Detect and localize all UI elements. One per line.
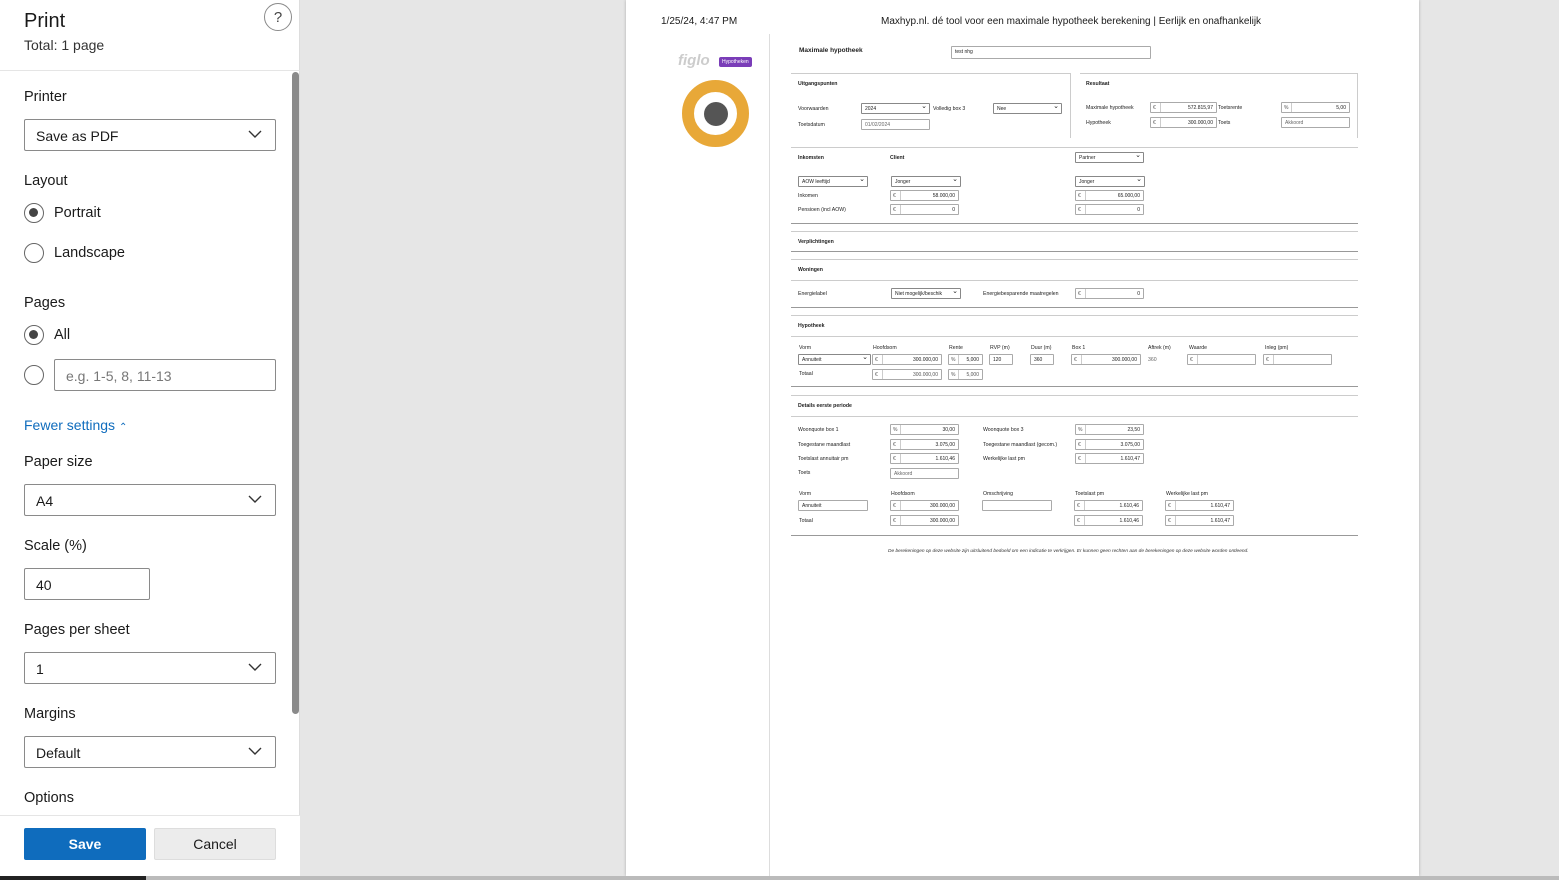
h-rente-field: % 5,000 <box>948 354 983 365</box>
options-label: Options <box>24 790 74 806</box>
d-werk-header: Werkelijke last pm <box>1166 491 1208 497</box>
h-rvp-header: RVP (m) <box>990 345 1010 351</box>
d-totaal-hoofdsom: € 300.000,00 <box>890 515 959 526</box>
d-vorm-field: Annuiteit <box>798 500 868 511</box>
pages-all-label: All <box>54 327 71 343</box>
verplichtingen-title: Verplichtingen <box>798 239 834 245</box>
pages-custom-radio[interactable] <box>24 365 44 385</box>
tmg-label: Toegestane maandlast (gecom.) <box>983 442 1058 448</box>
preview-date: 1/25/24, 4:47 PM <box>661 16 738 27</box>
fewer-settings-label: Fewer settings <box>24 417 116 433</box>
ta-value: 1.610,46 <box>935 456 955 462</box>
layout-label: Layout <box>24 173 68 189</box>
d-werk-field: € 1.610,47 <box>1165 500 1234 511</box>
woningen-box <box>791 259 1358 308</box>
landscape-label: Landscape <box>54 245 125 261</box>
margins-select[interactable] <box>24 736 276 768</box>
chevron-down-icon <box>248 662 262 672</box>
d-hoofdsom-value: 300.000,00 <box>929 503 955 509</box>
h-aftrek-header: Aftrek (m) <box>1148 345 1171 351</box>
cancel-button[interactable]: Cancel <box>154 828 276 860</box>
save-button[interactable]: Save <box>24 828 146 860</box>
d-vorm-header: Vorm <box>799 491 812 497</box>
print-title: Print <box>24 10 66 32</box>
pages-custom-input[interactable]: e.g. 1-5, 8, 11-13 <box>54 359 276 391</box>
pensioen-label: Pensioen (incl AOW) <box>798 207 846 213</box>
toetsrente-label: Toetsrente <box>1218 105 1243 111</box>
h-box1-field: € 300.000,00 <box>1071 354 1141 365</box>
ring-logo-icon <box>682 80 749 147</box>
h-totaal-hoofdsom-value: 300.000,00 <box>912 372 938 378</box>
inkomen-label: Inkomen <box>798 193 818 199</box>
woningen-divider <box>791 280 1358 281</box>
tmg-field: € 3.075,00 <box>1075 439 1144 450</box>
toets-label: Toets <box>1218 120 1231 126</box>
wq3-value: 23,50 <box>1127 427 1140 433</box>
sidebar-header <box>0 0 300 71</box>
d-omschr-header: Omschrijving <box>983 491 1013 497</box>
h-hoofdsom-header: Hoofdsom <box>873 345 897 351</box>
d-totaal-werk-value: 1.610,47 <box>1210 518 1230 524</box>
h-totaal-hoofdsom: € 300.000,00 <box>872 369 942 380</box>
wq1-field: % 30,00 <box>890 424 959 435</box>
uitgangspunten-title: Uitgangspunten <box>798 81 838 87</box>
h-inleg-field: € <box>1263 354 1332 365</box>
h-totaal-label: Totaal <box>799 371 813 377</box>
partner-select: Partner ⌄ <box>1075 152 1144 163</box>
details-title: Details eerste periode <box>798 403 852 409</box>
max-hyp-label: Maximale hypotheek <box>799 47 863 54</box>
pages-per-sheet-select[interactable] <box>24 652 276 684</box>
tmg-value: 3.075,00 <box>1120 442 1140 448</box>
toetsrente-value: 5,00 <box>1336 105 1346 111</box>
h-totaal-rente: % 5,000 <box>948 369 983 380</box>
chevron-down-icon <box>248 746 262 756</box>
volledig-select: Nee ⌄ <box>993 103 1062 114</box>
verplichtingen-box <box>791 231 1358 252</box>
wq3-label: Woonquote box 3 <box>983 427 1024 433</box>
ta-field: € 1.610,46 <box>890 453 959 464</box>
details-divider <box>791 416 1358 417</box>
landscape-radio[interactable] <box>24 243 44 263</box>
d-toetslast-value: 1.610,46 <box>1119 503 1139 509</box>
pensioen-partner-value: 0 <box>1137 207 1140 213</box>
h-hoofdsom-value: 300.000,00 <box>912 357 938 363</box>
chevron-up-icon: ⌃ <box>118 422 128 433</box>
sidebar-scrollbar[interactable] <box>292 72 299 714</box>
voorwaarden-label: Voorwaarden <box>798 106 829 112</box>
pages-label: Pages <box>24 295 66 311</box>
d-hoofdsom-header: Hoofdsom <box>891 491 915 497</box>
wq3-field: % 23,50 <box>1075 424 1144 435</box>
printer-value: Save as PDF <box>36 128 119 144</box>
d-toetslast-field: € 1.610,46 <box>1074 500 1143 511</box>
toets2-field: Akkoord <box>890 468 959 479</box>
toetsrente-field: % 5,00 <box>1281 102 1350 113</box>
max-hyp-field: test nhg <box>951 46 1151 59</box>
res-hyp-value: 300.000,00 <box>1187 120 1213 126</box>
h-box1-value: 300.000,00 <box>1111 357 1137 363</box>
client-age-select: Jonger ⌄ <box>891 176 961 187</box>
toets2-label: Toets <box>798 470 811 476</box>
d-werk-value: 1.610,47 <box>1210 503 1230 509</box>
divider <box>769 34 770 876</box>
partner-age-select: Jonger ⌄ <box>1075 176 1145 187</box>
inkomen-partner-value: 65.000,00 <box>1117 193 1140 199</box>
print-sidebar <box>0 0 300 880</box>
pensioen-client-field: € 0 <box>890 204 959 215</box>
bottom-strip-dark <box>0 876 146 880</box>
figlo-logo: figlo <box>678 52 710 69</box>
d-totaal-label: Totaal <box>799 518 813 524</box>
energiebesp-field: € 0 <box>1075 288 1144 299</box>
wl-label: Werkelijke last pm <box>983 456 1025 462</box>
h-aftrek-value: 360 <box>1148 357 1157 363</box>
h-duur-field: 360 <box>1030 354 1054 365</box>
pensioen-partner-field: € 0 <box>1075 204 1144 215</box>
h-vorm-header: Vorm <box>799 345 812 351</box>
wq1-label: Woonquote box 1 <box>798 427 839 433</box>
tm-label: Toegestane maandlast <box>798 442 851 448</box>
printer-select[interactable] <box>24 119 276 151</box>
margins-label: Margins <box>24 706 76 722</box>
h-totaal-rente-value: 5,000 <box>966 372 979 378</box>
energielabel-label: Energielabel <box>798 291 827 297</box>
tm-value: 3.075,00 <box>935 442 955 448</box>
hypotheek-divider <box>791 336 1358 337</box>
client-label: Client <box>890 155 905 161</box>
h-waarde-field: € <box>1187 354 1256 365</box>
wl-value: 1.610,47 <box>1120 456 1140 462</box>
d-totaal-hoofdsom-value: 300.000,00 <box>929 518 955 524</box>
h-box1-header: Box 1 <box>1072 345 1086 351</box>
d-toetslast-header: Toetslast pm <box>1075 491 1105 497</box>
tm-field: € 3.075,00 <box>890 439 959 450</box>
toetsdatum-field: 01/02/2024 <box>861 119 930 130</box>
chevron-down-icon <box>248 494 262 504</box>
h-inleg-header: Inleg (pm) <box>1265 345 1289 351</box>
ta-label: Toetslast annuitair pm <box>798 456 849 462</box>
woningen-title: Woningen <box>798 267 823 273</box>
chevron-down-icon <box>248 129 262 139</box>
h-rente-header: Rente <box>949 345 963 351</box>
h-duur-header: Duur (m) <box>1031 345 1052 351</box>
h-rvp-field: 120 <box>989 354 1013 365</box>
pages-all-radio[interactable] <box>24 325 44 345</box>
res-hyp-label: Hypotheek <box>1086 120 1111 126</box>
energiebesp-value: 0 <box>1137 291 1140 297</box>
res-hyp-field: € 300.000,00 <box>1150 117 1217 128</box>
h-waarde-header: Waarde <box>1189 345 1207 351</box>
d-hoofdsom-field: € 300.000,00 <box>890 500 959 511</box>
res-max-value: 572.815,97 <box>1187 105 1213 111</box>
preview-title: Maxhyp.nl. dé tool voor een maximale hypotheek berekening | Eerlijk en onafhankelijk <box>881 16 1262 27</box>
disclaimer: De berekeningen op deze website zijn uitsluitend bedoeld om een indicatie te verkrijgen. Er kunnen geen rechten aan de berekeningen op deze website worden ontleend. <box>888 549 1249 554</box>
bottom-strip <box>0 876 1559 880</box>
d-totaal-werk: € 1.610,47 <box>1165 515 1234 526</box>
logo-badge: Hypotheken <box>719 57 752 67</box>
print-preview-page <box>626 0 1419 876</box>
toets-field: Akkoord <box>1281 117 1350 128</box>
margins-value: Default <box>36 745 81 761</box>
paper-size-select[interactable] <box>24 484 276 516</box>
paper-size-label: Paper size <box>24 454 93 470</box>
inkomsten-title: Inkomsten <box>798 155 824 161</box>
total-pages: Total: 1 page <box>24 37 105 53</box>
d-totaal-toetslast-value: 1.610,46 <box>1119 518 1139 524</box>
fewer-settings-link[interactable] <box>24 417 127 433</box>
pages-per-sheet-value: 1 <box>36 661 44 677</box>
wq1-value: 30,00 <box>942 427 955 433</box>
toetsdatum-label: Toetsdatum <box>798 122 825 128</box>
pensioen-client-value: 0 <box>952 207 955 213</box>
energielabel-select: Niet mogelijk/beschik ⌄ <box>891 288 961 299</box>
portrait-label: Portrait <box>54 205 101 221</box>
scale-input[interactable]: 40 <box>24 568 150 600</box>
aow-select: AOW leeftijd ⌄ <box>798 176 868 187</box>
pages-per-sheet-label: Pages per sheet <box>24 622 130 638</box>
volledig-label: Volledig box 3 <box>933 106 966 112</box>
hypotheek-title: Hypotheek <box>798 323 825 329</box>
portrait-radio[interactable] <box>24 203 44 223</box>
h-rente-value: 5,000 <box>966 357 979 363</box>
inkomen-partner-field: € 65.000,00 <box>1075 190 1144 201</box>
voorwaarden-select: 2024 ⌄ <box>861 103 930 114</box>
res-max-label: Maximale hypotheek <box>1086 105 1134 111</box>
d-totaal-toetslast: € 1.610,46 <box>1074 515 1143 526</box>
scale-label: Scale (%) <box>24 538 87 554</box>
h-vorm-select: Annuiteit ⌄ <box>798 354 871 365</box>
wl-field: € 1.610,47 <box>1075 453 1144 464</box>
inkomen-client-field: € 58.000,00 <box>890 190 959 201</box>
inkomen-client-value: 58.000,00 <box>932 193 955 199</box>
help-icon[interactable]: ? <box>264 3 292 31</box>
d-omschr-field <box>982 500 1052 511</box>
paper-size-value: A4 <box>36 493 54 509</box>
printer-label: Printer <box>24 89 67 105</box>
h-hoofdsom-field: € 300.000,00 <box>872 354 942 365</box>
res-max-field: € 572.815,97 <box>1150 102 1217 113</box>
resultaat-title: Resultaat <box>1086 81 1110 87</box>
energiebesp-label: Energiebesparende maatregelen <box>983 291 1059 297</box>
